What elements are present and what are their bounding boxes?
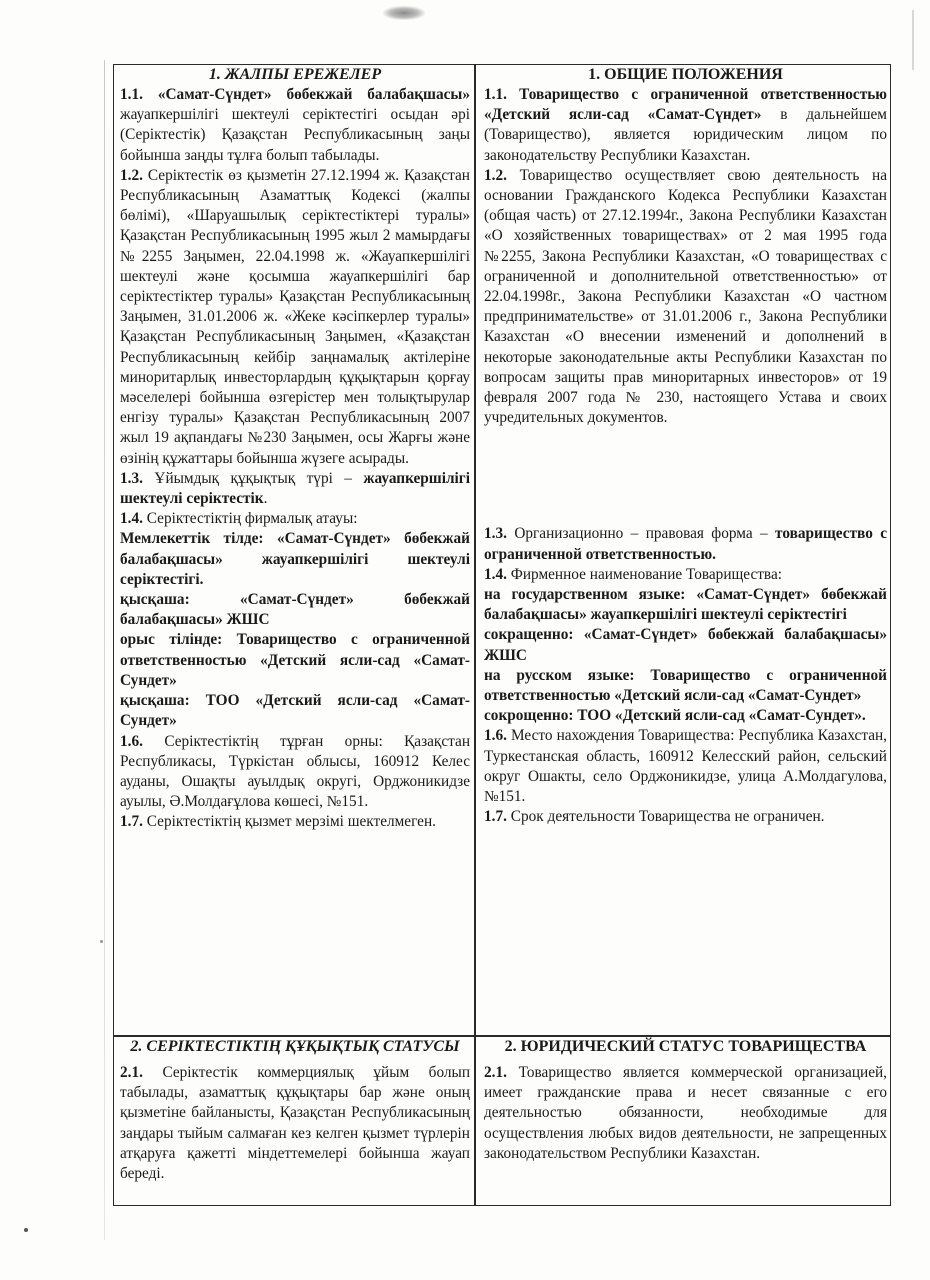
section-heading: 2. СЕРІКТЕСТІКТІҢ ҚҰҚЫҚТЫҚ СТАТУСЫ bbox=[130, 1038, 460, 1055]
clause-1-6: 1.6. Место нахождения Товарищества: Республика Казахстан, Туркестанская область, 160912 Келесский район, сельский округ Ошакты, село Орджоникидзе, улица А.Молдагулова, №151. bbox=[484, 727, 887, 806]
charter-table bbox=[113, 64, 891, 1206]
clause-2-1: 2.1. Товарищество является коммерческой организацией, имеет гражданские права и несет связанные с его деятельностью обязанности, необходимые для осуществления любых видов деятельности, не запрещенных законодательством Республики Казахстан. bbox=[484, 1064, 887, 1162]
name-russian-short: сокрощенно: ТОО «Детский ясли-сад «Самат-Сундет». bbox=[484, 707, 866, 725]
clause-1-7: 1.7. Срок деятельности Товарищества не ограничен. bbox=[484, 808, 825, 826]
clause-1-1: 1.1. Товарищество с ограниченной ответственностью «Детский ясли-сад «Самат-Сүндет» в дальнейшем (Товарищество), является юридическим лицом по законодательству Республики Казахстан. bbox=[484, 86, 887, 164]
scan-dot bbox=[24, 1228, 28, 1232]
section-1-kazakh bbox=[120, 65, 470, 833]
name-state-language: Мемлекеттік тілде: «Самат-Сүндет» бөбекжай балабақшасы» жауапкершілігі шектеулі серіктестігі. bbox=[120, 530, 470, 588]
clause-1-4: 1.4. Фирменное наименование Товарищества: bbox=[484, 565, 782, 583]
name-russian-short: қысқаша: ТОО «Детский ясли-сад «Самат-Сундет» bbox=[120, 692, 470, 730]
name-state-language: на государственном языке: «Самат-Сүндет» бөбекжай балабақшасы» жауапкершілігі шектеулі серіктестігі bbox=[484, 586, 887, 624]
section-heading: 2. ЮРИДИЧЕСКИЙ СТАТУС ТОВАРИЩЕСТВА bbox=[504, 1038, 867, 1055]
section-2-kazakh bbox=[120, 1037, 470, 1184]
name-russian: орыс тілінде: Товарищество с ограниченной ответственностью «Детский ясли-сад «Самат-Сундет» bbox=[120, 631, 470, 689]
clause-1-4: 1.4. Серіктестіктің фирмалық атауы: bbox=[120, 510, 358, 528]
scan-edge-line bbox=[104, 60, 105, 1240]
scan-speck bbox=[383, 6, 425, 20]
name-short: қысқаша: «Самат-Сүндет» бөбекжай балабақшасы» ЖШС bbox=[120, 591, 470, 629]
clause-1-1: 1.1. «Самат-Сүндет» бөбекжай балабақшасы» жауапкершілігі шектеулі серіктестігі осыдан әрі (Серіктестік) Қазақстан Республикасының заңы бойынша заңды тұлға болып табылады. bbox=[120, 86, 470, 164]
scan-dot bbox=[100, 940, 103, 943]
clause-1-7: 1.7. Серіктестіктің қызмет мерзімі шектелмеген. bbox=[120, 813, 436, 831]
name-short: сокращенно: «Самат-Сүндет» бөбекжай балабақшасы» ЖШС bbox=[484, 626, 887, 664]
section-heading: 1. ОБЩИЕ ПОЛОЖЕНИЯ bbox=[588, 66, 783, 83]
clause-2-1: 2.1. Серіктестік коммерциялық ұйым болып табылады, азаматтық құқықтары бар және оның қызметіне байланысты, Қазақстан Республикасының заңдары тыйым салмаған кез келген қызмет түрлерін атқаруға қажетті міндеттемелері бойынша жауап береді. bbox=[120, 1064, 470, 1183]
section-heading: 1. ЖАЛПЫ ЕРЕЖЕЛЕР bbox=[208, 66, 382, 83]
blank-space bbox=[484, 428, 887, 524]
clause-1-2: 1.2. Серіктестік өз қызметін 27.12.1994 ж. Қазақстан Республикасының Азаматтық Кодексі (жалпы бөлімі), «Шаруашылық серіктестіктері туралы» Қазақстан Республикасының 1995 жыл 2 мамырдағы №2255 Заңымен, 22.04.1998 ж. «Жауапкершілігі шектеулі және қосымша жауапкершілігі бар серіктестіктер туралы» Қазақстан Республикасының Заңымен, 31.01.2006 ж. «Жеке кәсіпкерлер туралы» Қазақстан Республикасының Заңымен, «Қазақстан Республикасының кейбір заңнамалық актілеріне миноритарлық инвесторлардың құқықтарын қорғау мәселелері бойынша өзгерістер мен толықтырулар енгізу туралы» Қазақстан Республикасының 2007 жыл 19 ақпандағы №230 Заңымен, осы Жарғы және өзінің құжаттары бойынша жүзеге асырады. bbox=[120, 166, 470, 467]
name-russian: на русском языке: Товарищество с ограниченной ответственностью «Детский ясли-сад «Самат-Сундет» bbox=[484, 666, 887, 705]
section-1-russian bbox=[484, 65, 887, 828]
clause-1-3: 1.3. Ұйымдық құқықтық түрі – жауапкершілігі шектеулі серіктестік. bbox=[120, 469, 470, 508]
column-divider bbox=[474, 65, 476, 1205]
section-2-russian bbox=[484, 1037, 887, 1164]
clause-1-2: 1.2. Товарищество осуществляет свою деятельность на основании Гражданского Кодекса Республики Казахстан (общая часть) от 27.12.1994г., Закона Республики Казахстан «О хозяйственных товариществах» от 2 мая 1995 года №2255, Закона Республики Казахстан, «О товариществах с ограниченной и дополнительной ответственностью» от 22.04.1998г., Закона Республики Казахстан «О частном предпринимательстве» от 31.01.2006 г., Закона Республики Казахстан «О внесении изменений и дополнений в некоторые законодательные акты Республики Казахстан по вопросам защиты прав миноритарных инвесторов» от 19 февраля 2007 года № 230, настоящего Устава и своих учредительных документов. bbox=[484, 166, 887, 427]
scan-edge-mark bbox=[912, 10, 914, 70]
clause-1-3: 1.3. Организационно – правовая форма – товарищество с ограниченной ответственностью. bbox=[484, 525, 887, 563]
clause-1-6: 1.6. Серіктестіктің тұрған орны: Қазақстан Республикасы, Түркістан облысы, 160912 Келес ауданы, Ошақты ауылдық округі, Орджоникидзе ауылы, Ә.Молдағұлова көшесі, №151. bbox=[120, 732, 470, 811]
